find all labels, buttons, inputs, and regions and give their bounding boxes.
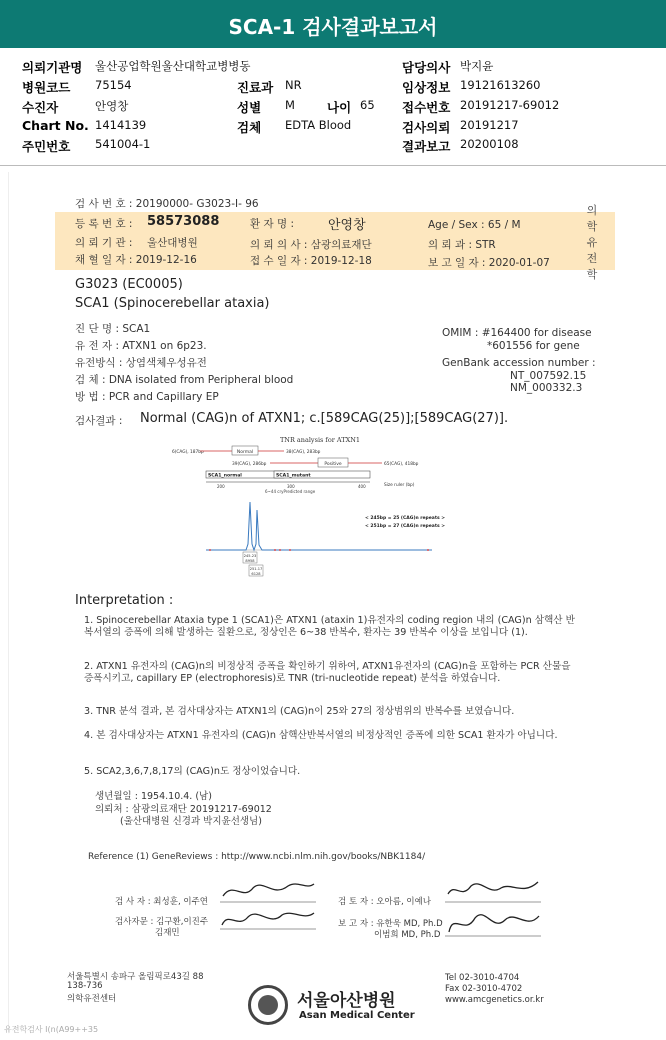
address-line-3: 의학유전센터 <box>67 994 117 1004</box>
reference: Reference (1) GeneReviews : http://www.ncbi.nlm.nih.gov/books/NBK1184/ <box>88 852 426 862</box>
request-doctor: 의 뢰 의 사 : 삼광의료재단 <box>250 239 372 251</box>
peak-2-size: 251.17 <box>249 567 263 571</box>
address-line-1: 서울특별시 송파구 올림픽로43길 88 <box>67 972 204 982</box>
hospital-name-english: Asan Medical Center <box>299 1010 415 1021</box>
specimen-value: EDTA Blood <box>285 118 352 132</box>
doctor-value: 박지윤 <box>460 59 494 73</box>
chart-no-value: 1414139 <box>95 118 147 132</box>
tester: 검 사 자 : 최성훈, 이주연 <box>115 897 208 907</box>
normal-bar-label: SCA1_normal <box>208 473 242 479</box>
tester-signature <box>218 876 318 906</box>
patient-name: 안영창 <box>328 218 366 233</box>
reporter-signature <box>443 902 543 942</box>
fax: Fax 02-3010-4702 <box>445 984 523 994</box>
receipt-no-label: 접수번호 <box>402 100 451 115</box>
advisor-2: 김재민 <box>155 928 180 938</box>
ruler-tick-300: 300 <box>287 484 295 489</box>
test-name: SCA1 (Spinocerebellar ataxia) <box>75 296 270 311</box>
institution-label: 의뢰기관명 <box>22 60 83 75</box>
result-text: Normal (CAG)n of ATXN1; c.[589CAG(25)];[589CAG(27)]. <box>140 411 509 426</box>
annotation-251bp: < 251bp = 27 (CAG)n repeats > <box>365 524 446 529</box>
age-value: 65 <box>360 98 375 112</box>
footer-code: 유전학검사 I(n(A99++35 <box>4 1025 99 1034</box>
request-institution: 울산대병원 <box>147 237 198 249</box>
department-label: 진료과 <box>237 80 274 95</box>
sex-label: 성별 <box>237 100 262 115</box>
patient-name-label: 환 자 명 : <box>250 218 294 230</box>
genbank-nm: NM_000332.3 <box>510 382 583 394</box>
receipt-no-value: 20191217-69012 <box>460 98 560 112</box>
omim-disease: OMIM : #164400 for disease <box>442 327 592 339</box>
clinical-info-label: 임상정보 <box>402 80 451 95</box>
request-date-label: 검사의뢰 <box>402 120 451 135</box>
diagnosis: 진 단 명 : SCA1 <box>75 323 151 335</box>
interpretation-item-5: 5. SCA2,3,6,7,8,17의 (CAG)n도 정상이었습니다. <box>84 766 301 777</box>
gene: 유 전 자 : ATXN1 on 6p23. <box>75 340 207 352</box>
receipt-date: 접 수 일 자 : 2019-12-18 <box>250 255 372 267</box>
reporter: 보 고 자 : 유한욱 MD, Ph.D <box>338 919 443 929</box>
label-39cag: 39(CAG), 286bp <box>232 462 267 467</box>
normal-label: Normal <box>236 450 254 455</box>
mutant-bar-label: SCA1_mutant <box>276 473 311 479</box>
ruler-tick-200: 200 <box>217 484 225 489</box>
size-marker-dot <box>279 549 281 551</box>
address-line-2: 138-736 <box>67 981 103 991</box>
result-date-value: 20200108 <box>460 137 519 151</box>
collection-date: 채 혈 일 자 : 2019-12-16 <box>75 254 197 266</box>
size-marker-dot <box>274 549 276 551</box>
resident-id-label: 주민번호 <box>22 139 71 154</box>
size-marker-dot <box>209 549 211 551</box>
interpretation-item-1: 1. Spinocerebellar Ataxia type 1 (SCA1)은 ATXN1 (ataxin 1)유전자의 coding region 내의 (CAG)n 삼핵산 반복서열의 증폭에 의해 발생하는 질환으로, 정상인은 6~38 반복수, 환자는 39 반복수 이상을 보입니다 (1). <box>84 615 575 638</box>
label-65cag: 65(CAG), 418bp <box>384 462 419 467</box>
annotation-245bp: < 245bp = 25 (CAG)n repeats > <box>365 516 446 521</box>
institution-value: 울산공업학원울산대학교병병동 <box>95 59 251 73</box>
website: www.amcgenetics.or.kr <box>445 995 544 1005</box>
registration-label: 등 록 번 호 : <box>75 218 133 230</box>
method: 방 법 : PCR and Capillary EP <box>75 391 219 403</box>
doctor-label: 담당의사 <box>402 60 451 75</box>
test-code: G3023 (EC0005) <box>75 277 183 292</box>
resident-id-value: 541004-1 <box>95 137 151 151</box>
age-sex: Age / Sex : 65 / M <box>428 219 521 231</box>
referrer: 의뢰처 : 삼광의료재단 20191217-69012 <box>95 804 272 815</box>
hospital-code-value: 75154 <box>95 78 132 92</box>
exam-number: 검 사 번 호 : 20190000- G3023-I- 96 <box>75 198 259 210</box>
tnr-analysis-figure <box>170 432 470 582</box>
report-header-bar <box>0 0 666 48</box>
result-label: 검사결과 : <box>75 415 123 427</box>
result-date-label: 결과보고 <box>402 139 451 154</box>
referrer-detail: (울산대병원 신경과 박지윤선생님) <box>120 816 262 827</box>
interpretation-title: Interpretation : <box>75 593 174 608</box>
registration-number: 58573088 <box>147 214 220 229</box>
ruler-tick-400: 400 <box>358 484 366 489</box>
specimen-label: 검체 <box>237 120 262 135</box>
size-marker-dot <box>427 549 429 551</box>
patient-info-panel <box>0 48 666 166</box>
advisor: 검사자문 : 김구환,이진주 <box>115 917 209 927</box>
peak-1-height: 8958 <box>245 559 255 563</box>
reporter-2: 이범희 MD, Ph.D <box>374 930 441 940</box>
specimen: 검 체 : DNA isolated from Peripheral blood <box>75 374 294 386</box>
interpretation-item-2: 2. ATXN1 유전자의 (CAG)n의 비정상적 증폭을 확인하기 위하여, ATXN1유전자의 (CAG)n을 포함하는 PCR 산물을 증폭시키고, capillary EP (electrophoresis)로 TNR (tri-nucleotide repeat) 분석을 하였습니다. <box>84 661 571 684</box>
age-label: 나이 <box>327 100 352 115</box>
genbank-nt: NT_007592.15 <box>510 370 587 382</box>
chart-no-label: Chart No. <box>22 118 89 133</box>
report-date: 보 고 일 자 : 2020-01-07 <box>428 257 550 269</box>
peak-2-height: 6128 <box>251 572 261 576</box>
telephone: Tel 02-3010-4704 <box>445 973 520 983</box>
sex-value: M <box>285 98 295 112</box>
asan-foundation-logo <box>248 985 288 1025</box>
peak-1-size: 245.23 <box>243 554 257 558</box>
request-institution-label: 의 뢰 기 관 : <box>75 237 133 249</box>
label-38cag: 38(CAG), 283bp <box>286 450 321 455</box>
label-6cag: 6(CAG), 187bp <box>172 450 204 455</box>
report-title: SCA-1 검사결과보고서 <box>228 15 438 39</box>
figure-title: TNR analysis for ATXN1 <box>279 436 361 444</box>
patient-value: 안영창 <box>95 99 129 113</box>
size-marker-dot <box>289 549 291 551</box>
omim-gene: *601556 for gene <box>487 340 580 352</box>
department-value: NR <box>285 78 302 92</box>
predicted-range-note: 6~44 cryPredicted range <box>265 489 316 494</box>
genbank-label: GenBank accession number : <box>442 357 596 369</box>
patient-label: 수진자 <box>22 100 59 115</box>
interpretation-item-3: 3. TNR 분석 결과, 본 검사대상자는 ATXN1의 (CAG)n이 25와 27의 정상범위의 반복수를 보였습니다. <box>84 706 515 717</box>
clinical-info-value: 19121613260 <box>460 78 541 92</box>
advisor-signature <box>218 903 318 933</box>
positive-label: Positive <box>324 462 342 467</box>
size-ruler-label: Size ruler (bp) <box>384 483 415 488</box>
interpretation-item-4: 4. 본 검사대상자는 ATXN1 유전자의 (CAG)n 삼핵산반복서열의 비정상적인 증폭에 의한 SCA1 환자가 아닙니다. <box>84 730 558 741</box>
inheritance: 유전방식 : 상염색체우성유전 <box>75 357 207 369</box>
request-department: 의 뢰 과 : STR <box>428 239 496 251</box>
reviewer: 검 토 자 : 오아름, 이예나 <box>338 897 431 907</box>
birth-date: 생년월일 : 1954.10.4. (남) <box>95 791 212 802</box>
hospital-name-korean: 서울아산병원 <box>297 991 396 1011</box>
hospital-code-label: 병원코드 <box>22 80 71 95</box>
request-date-value: 20191217 <box>460 118 519 132</box>
department-side-label: 의 학 유 전 학 <box>586 204 598 281</box>
